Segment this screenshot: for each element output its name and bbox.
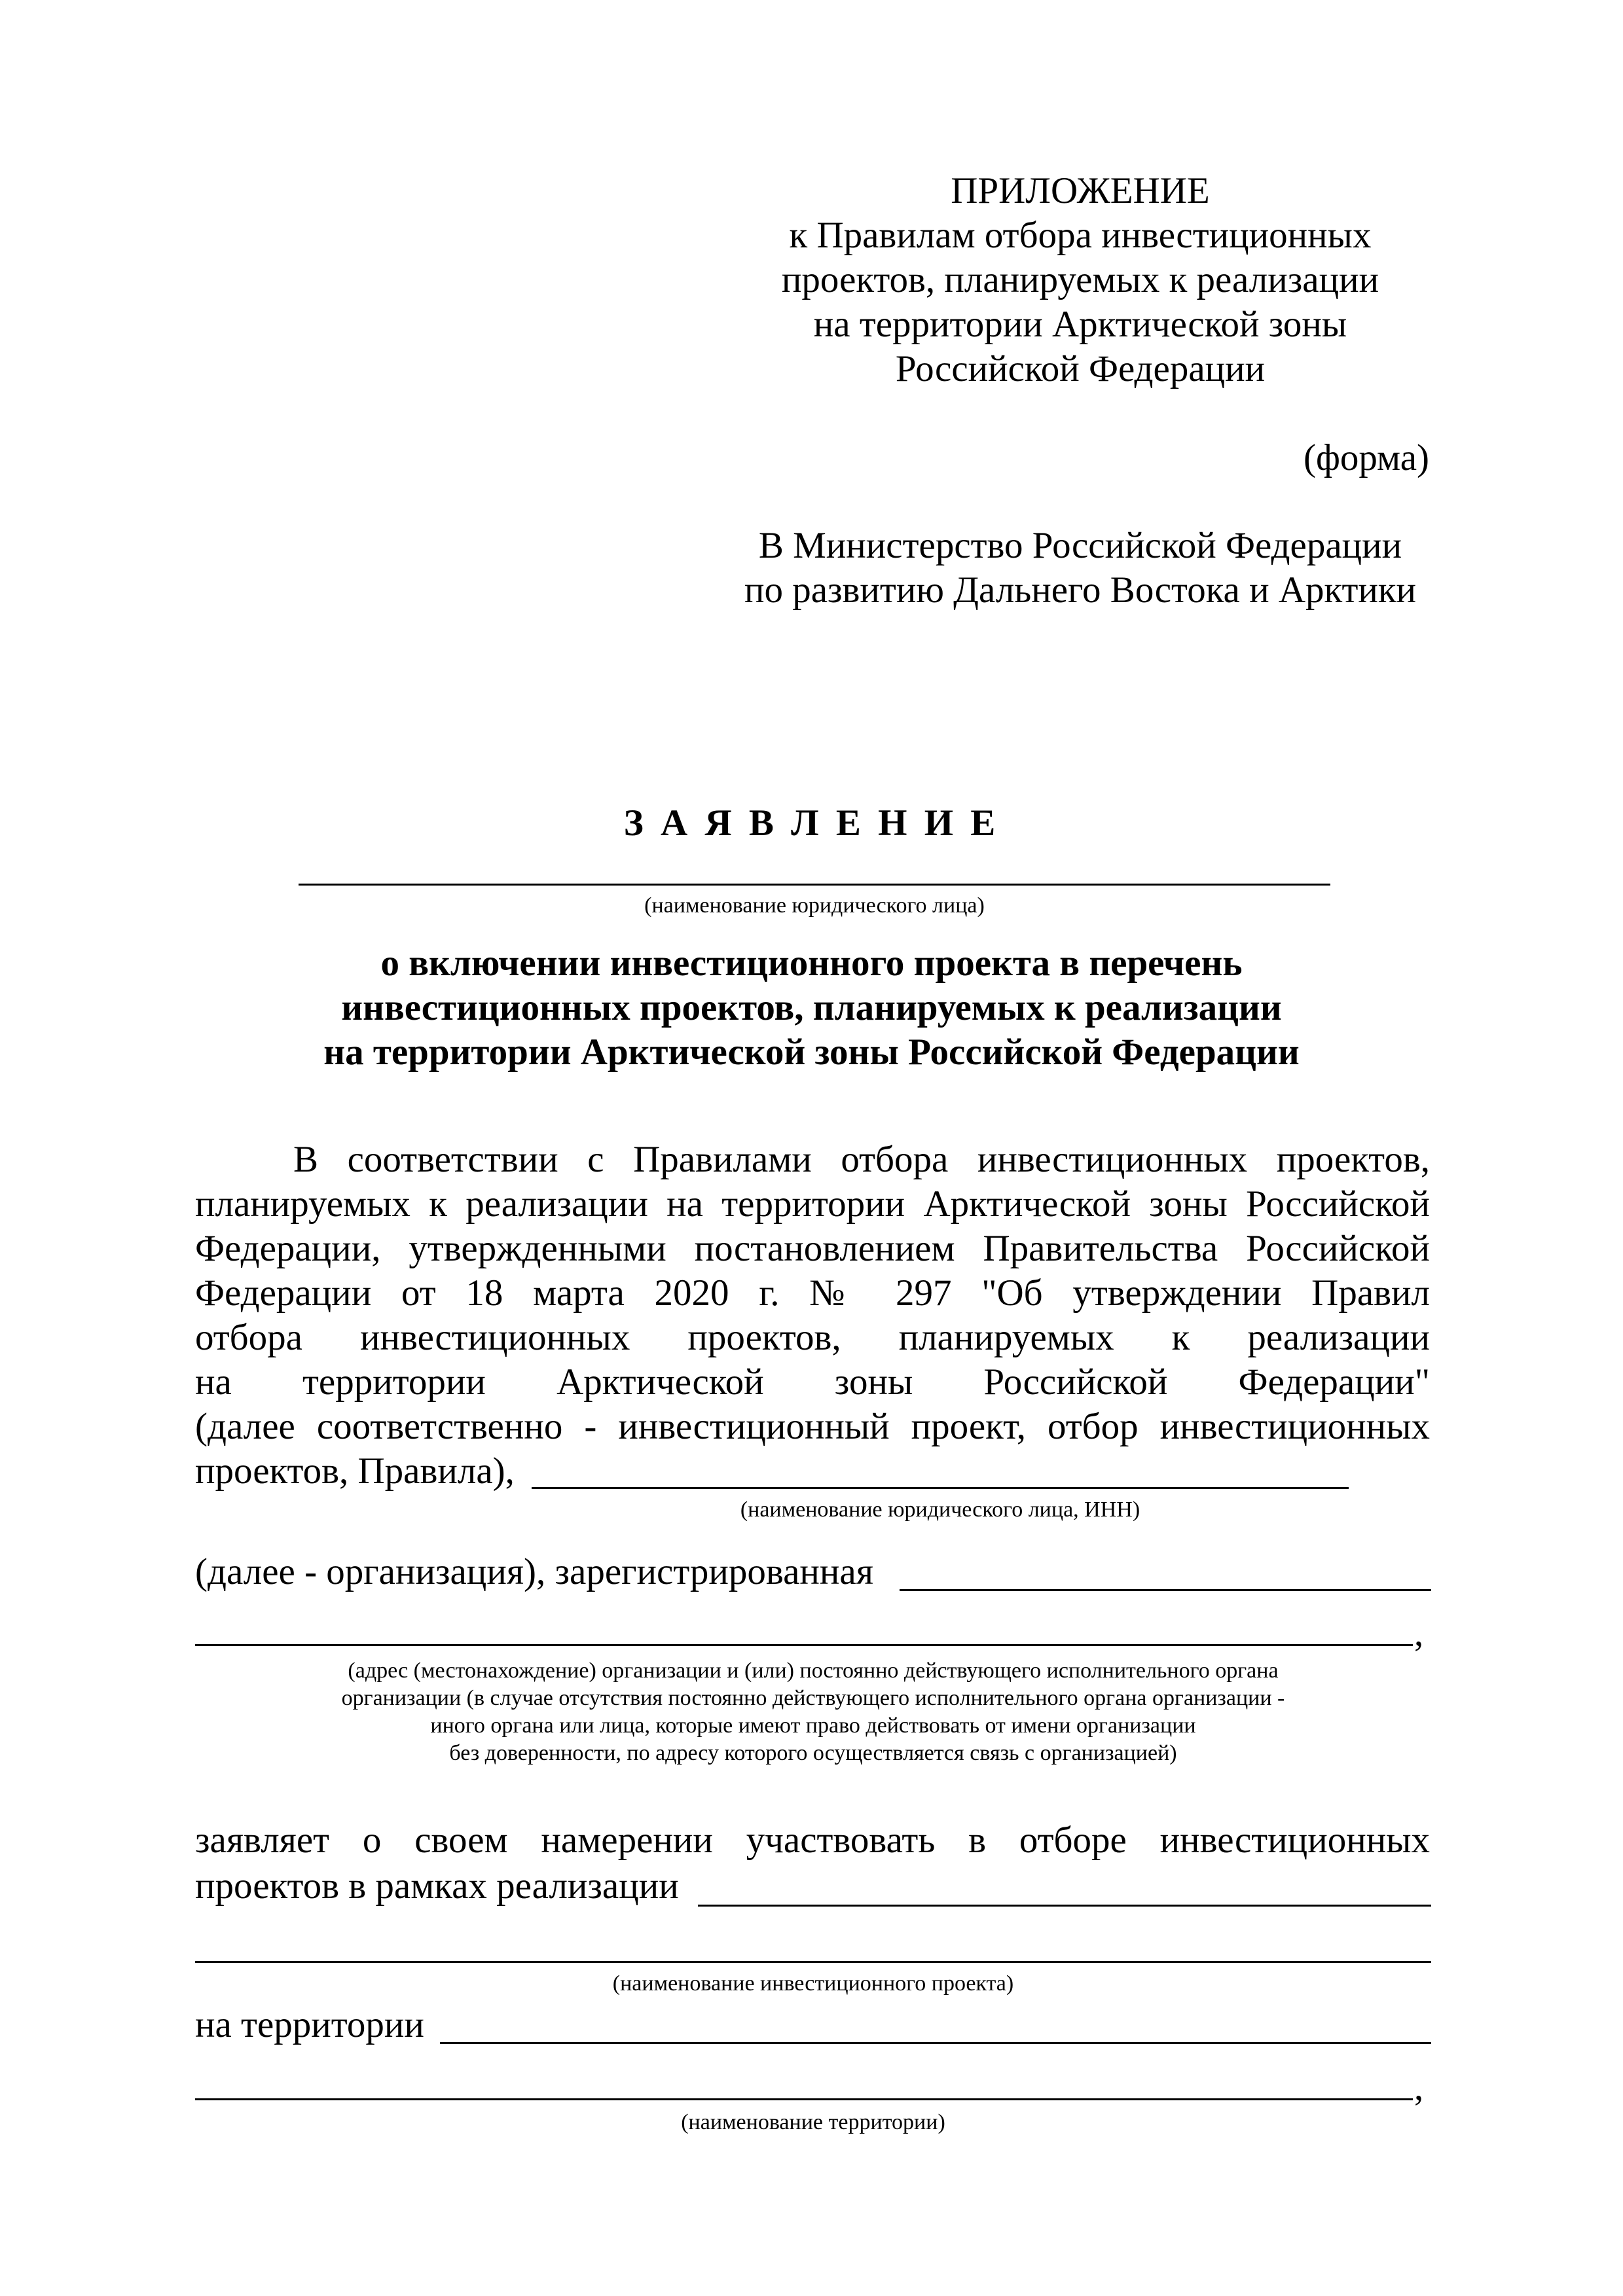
appendix-line-4: Российской Федерации <box>895 348 1266 389</box>
para1-line-7: (далее соответственно - инвестиционный проект, отбор инвестиционных <box>195 1406 1430 1447</box>
addressee-line-1: В Министерство Российской Федерации <box>758 525 1402 566</box>
address-trailing-comma: , <box>1414 1613 1424 1654</box>
within-prefix: проектов в рамках реализации <box>195 1865 679 1907</box>
document-heading: З А Я В Л Е Н И Е <box>623 802 1000 844</box>
para1-line-2: планируемых к реализации на территории Арктической зоны Российской <box>195 1183 1430 1225</box>
body-paragraph-1 <box>195 1138 1430 1449</box>
registered-prefix: (далее - организация), зарегистрированная <box>195 1551 873 1592</box>
appendix-block <box>720 169 1440 391</box>
addressee-line-2: по развитию Дальнего Востока и Арктики <box>744 569 1417 611</box>
address-caption-line-3: иного органа или лица, которые имеют право действовать от имени организации <box>430 1713 1196 1738</box>
addressee-block <box>720 524 1440 613</box>
subject-line-3: на территории Арктической зоны Российской Федерации <box>323 1031 1300 1073</box>
project-caption: (наименование инвестиционного проекта) <box>612 1971 1014 1996</box>
subject-line-2: инвестиционных проектов, планируемых к реализации <box>341 987 1282 1028</box>
para1-line-5: отбора инвестиционных проектов, планируемых к реализации <box>195 1317 1430 1358</box>
para1-line-3: Федерации, утвержденными постановлением Правительства Российской <box>195 1228 1430 1269</box>
para1-line-6: на территории Арктической зоны Российской Федерации" <box>195 1361 1430 1403</box>
name-inn-blank-line <box>532 1487 1349 1489</box>
territory-blank-line-1 <box>440 2042 1431 2044</box>
para1-line-4: Федерации от 18 марта 2020 г. № 297 "Об утверждении Правил <box>195 1272 1430 1314</box>
appendix-line-3: на территории Арктической зоны <box>813 304 1347 345</box>
address-caption <box>195 1657 1431 1767</box>
appendix-line-2: проектов, планируемых к реализации <box>781 259 1379 300</box>
address-blank-line-2 <box>195 1644 1413 1646</box>
para1-last-prefix: проектов, Правила), <box>195 1450 515 1492</box>
address-caption-line-2: организации (в случае отсутствия постоянно действующего исполнительного органа организации - <box>341 1686 1285 1710</box>
territory-blank-line-2 <box>195 2098 1413 2100</box>
name-inn-caption: (наименование юридического лица, ИНН) <box>740 1498 1140 1522</box>
project-blank-line-2 <box>195 1961 1431 1963</box>
legal-entity-blank-line <box>299 884 1330 886</box>
subject-block <box>131 941 1492 1075</box>
territory-prefix: на территории <box>195 2004 424 2045</box>
legal-entity-caption: (наименование юридического лица) <box>644 893 985 918</box>
territory-caption: (наименование территории) <box>681 2110 945 2134</box>
appendix-line-1: к Правилам отбора инвестиционных <box>789 215 1372 256</box>
address-caption-line-4: без доверенности, по адресу которого осуществляется связь с организацией) <box>449 1741 1177 1765</box>
para1-line-1: В соответствии с Правилами отбора инвестиционных проектов, <box>293 1139 1430 1180</box>
address-caption-line-1: (адрес (местонахождение) организации и (или) постоянно действующего исполнительного органа <box>348 1659 1279 1683</box>
form-label: (форма) <box>1303 437 1429 478</box>
declares-line: заявляет о своем намерении участвовать в отборе инвестиционных <box>195 1820 1430 1861</box>
subject-line-1: о включении инвестиционного проекта в перечень <box>380 942 1243 984</box>
project-blank-line-1 <box>698 1905 1431 1907</box>
appendix-title: ПРИЛОЖЕНИЕ <box>951 170 1210 211</box>
address-blank-line-1 <box>900 1589 1431 1591</box>
territory-trailing-comma: , <box>1414 2067 1424 2108</box>
